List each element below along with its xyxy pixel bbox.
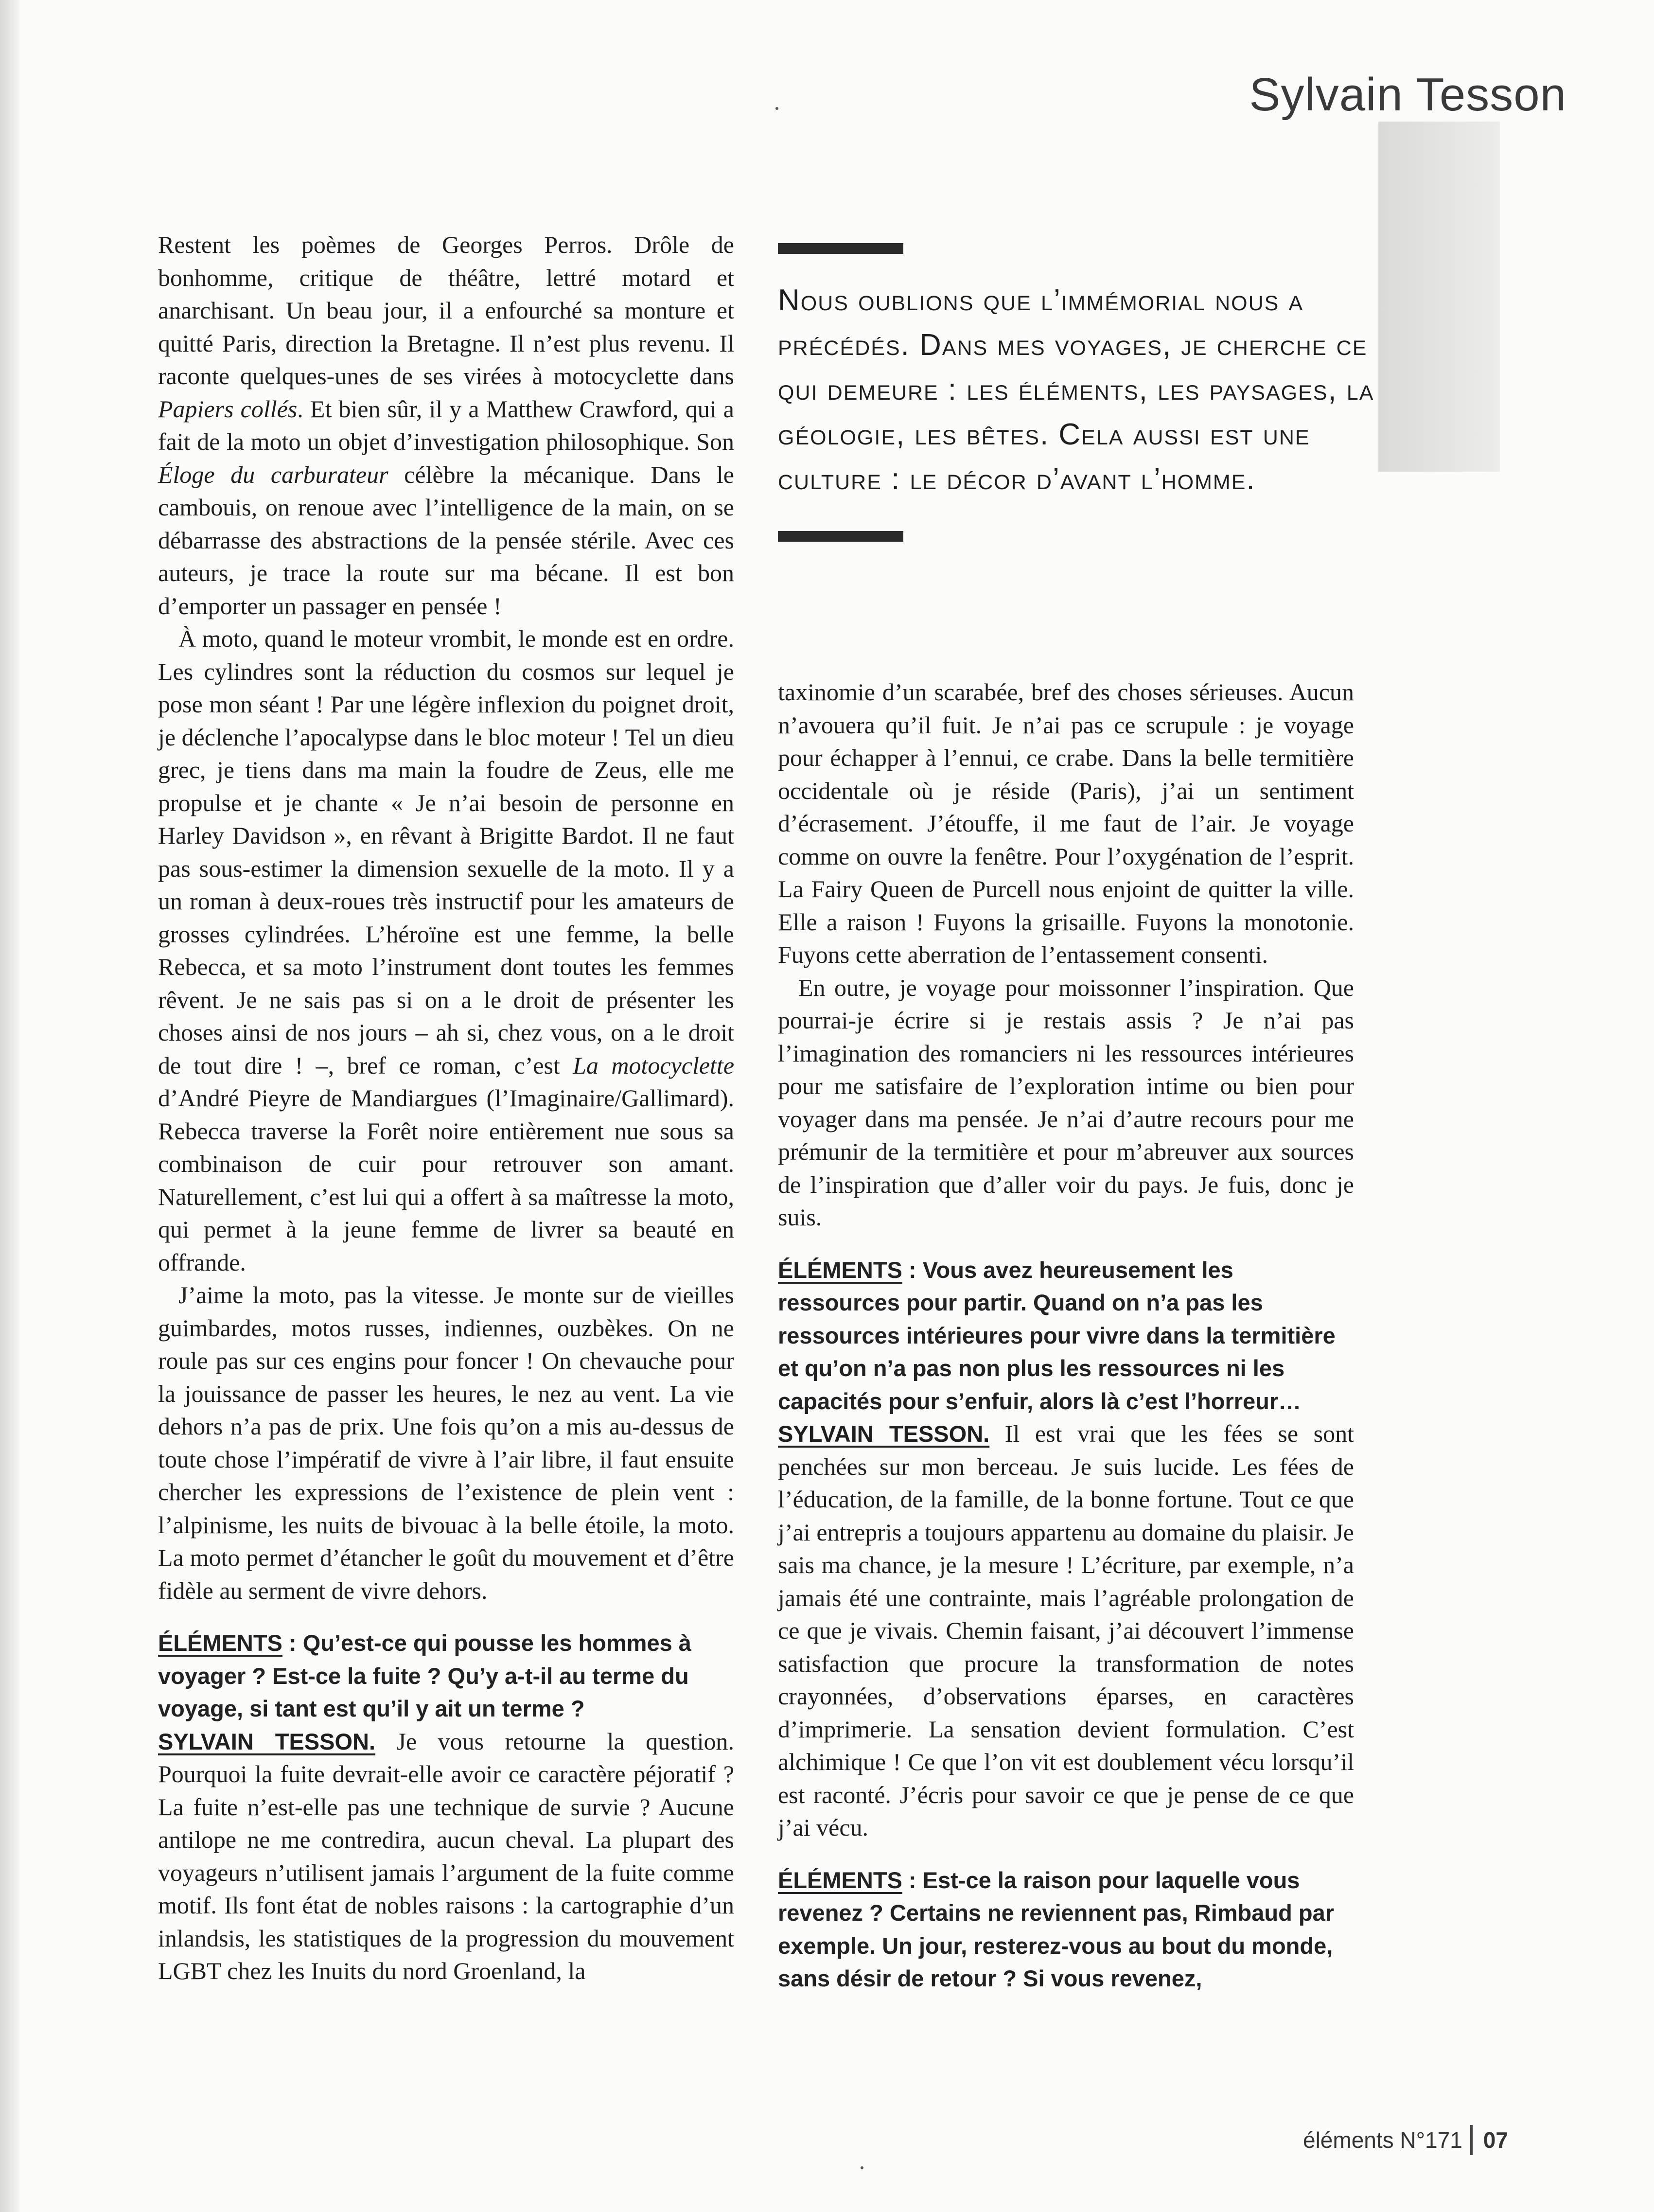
paragraph (158, 622, 734, 1279)
interview-question (778, 1864, 1354, 1995)
answer-text: Il est vrai que les fées se sont penchées sur mon berceau. Je suis lucide. Les fées de l’éducation, de la famille, de la bonne fortune. Tout ce que j’ai entrepris a toujours appartenu au domaine du plaisir. Je sais ma chance, je la mesure ! L’écriture, par exemple, n’a jamais été une contrainte, mais l’agréable prolongation de ce que je vivais. Chemin faisant, j’ai découvert l’immense satisfaction que procure la transformation de notes crayonnées, d’observations éparses, en caractères d’imprimerie. La sensation devient formulation. C’est alchimique ! Ce que l’on vit est doublement vécu lorsqu’il est raconté. J’écris pour savoir ce que je pense de ce que j’ai vécu. (778, 1420, 1355, 1841)
paragraph-text: d’André Pieyre de Mandiargues (l’Imaginaire/Gallimard). Rebecca traverse la Forêt noire entièrement nue sous sa combinaison de cuir pour retrouver son amant. Naturellement, c’est lui qui a offert à sa maîtresse la moto, qui permet à la jeune femme de livrer sa beauté en offrande. (158, 1084, 734, 1276)
article-column-left (158, 229, 734, 1988)
interviewee-label: SYLVAIN TESSON. (158, 1728, 376, 1754)
interview-question (158, 1627, 734, 1725)
paragraph-text: taxinomie d’un scarabée, bref des choses sérieuses. Aucun n’avouera qu’il fuit. Je n’ai pas ce scrupule : je voyage pour échapper à l’ennui, ce crabe. Dans la belle termitière occidentale où je réside (Paris), j’ai un sentiment d’écrasement. J’étouffe, il me faut de l’air. Je voyage comme on ouvre la fenêtre. Pour l’oxygénation de l’esprit. La Fairy Queen de Purcell nous enjoint de quitter la ville. Elle a raison ! Fuyons la grisaille. Fuyons la monotonie. Fuyons cette aberration de l’entassement consenti. (778, 678, 1354, 968)
interview-question (778, 1254, 1354, 1418)
pull-quote-rule-top (778, 243, 903, 254)
question-text: : Vous avez heureusement les ressources pour partir. Quand on n’a pas les ressources intérieures pour vivre dans la termitière et qu’on n’a pas non plus les ressources ni les capacités pour s’enfuir, alors là c’est l’horreur… (778, 1256, 1336, 1414)
paragraph-text: En outre, je voyage pour moissonner l’inspiration. Que pourrai-je écrire si je restais assis ? Je n’ai pas l’imagination des romanciers ni les ressources intérieures pour me satisfaire de l’exploration intime ou bien pour voyager dans ma pensée. Je n’ai d’autre recours pour me prémunir de la termitière et pour m’abreuver aux sources de l’inspiration que d’aller voir du pays. Je fuis, donc je suis. (778, 973, 1354, 1231)
pull-quote-block (778, 243, 1410, 542)
footer-separator (1470, 2125, 1473, 2155)
interviewer-label: ÉLÉMENTS (778, 1867, 902, 1893)
question-text: : Est-ce la raison pour laquelle vous revenez ? Certains ne reviennent pas, Rimbaud par exemple. Un jour, resterez-vous au bout du monde, sans désir de retour ? Si vous revenez, (778, 1867, 1335, 1991)
interviewer-label: ÉLÉMENTS (158, 1630, 282, 1656)
paragraph (158, 1279, 734, 1607)
scan-speck (861, 2166, 863, 2169)
interviewee-label: SYLVAIN TESSON. (778, 1421, 990, 1447)
paragraph-text: J’aime la moto, pas la vitesse. Je monte sur de vieilles guimbardes, motos russes, indiennes, ouzbèkes. On ne roule pas sur ces engins pour foncer ! On chevauche pour la jouissance de passer les heures, le nez au vent. La vie dehors n’a pas de prix. Une fois qu’on a mis au-dessus de toute chose l’impératif de vivre à l’air libre, il faut ensuite chercher les expressions de l’existence de plein vent : l’alpinisme, les nuits de bivouac à la belle étoile, la moto. La moto permet d’étancher le goût du mouvement et d’être fidèle au serment de vivre dehors. (158, 1281, 734, 1604)
scan-speck (775, 107, 778, 110)
book-title: Papiers collés (158, 395, 298, 423)
paragraph (778, 676, 1354, 972)
answer-text: Je vous retourne la question. Pourquoi la fuite devrait-elle avoir ce caractère péjoratif ? La fuite n’est-elle pas une technique de survie ? Aucune antilope ne me contredira, aucun cheval. La plupart des voyageurs n’utilisent jamais l’argument de la fuite comme motif. Ils font état de nobles raisons : la cartographie d’un inlandsis, les statistiques de la progression du mouvement LGBT chez les Inuits du nord Groenland, la (158, 1727, 735, 1984)
article-column-right (778, 676, 1354, 1995)
question-text: : Qu’est-ce qui pousse les hommes à voyager ? Est-ce la fuite ? Qu’y a-t-il au terme du voyage, si tant est qu’il y ait un terme ? (158, 1630, 691, 1721)
pull-quote-rule-bottom (778, 531, 903, 542)
book-title: La motocyclette (573, 1051, 735, 1079)
book-title: Éloge du carburateur (158, 460, 388, 488)
paragraph-text: À moto, quand le moteur vrombit, le monde est en ordre. Les cylindres sont la réduction du cosmos sur lequel je pose mon séant ! Par une légère inflexion du poignet droit, je déclenche l’apocalypse dans le bloc moteur ! Tel un dieu grec, je tiens dans ma main la foudre de Zeus, elle me propulse et je chante « Je n’ai besoin de personne en Harley Davidson », en rêvant à Brigitte Bardot. Il ne faut pas sous-estimer la dimension sexuelle de la moto. Il y a un roman à deux-roues très instructif pour les amateurs de grosses cylindrées. L’héroïne est une femme, la belle Rebecca, et sa moto l’instrument dont toutes les femmes rêvent. Je ne sais pas si on a le droit de présenter les choses ainsi de nos jours – ah si, chez vous, on a le droit de tout dire ! –, bref ce roman, c’est (158, 625, 734, 1079)
magazine-issue: éléments N°171 (1303, 2127, 1462, 2153)
page-gutter-shadow (0, 0, 19, 2212)
interview-answer (158, 1725, 734, 1988)
paragraph-text: célèbre la mécanique. Dans le cambouis, on renoue avec l’intelligence de la main, on se débarrasse des abstractions de la pensée stérile. Avec ces auteurs, je trace la route sur ma bécane. Il est bon d’emporter un passager en pensée ! (158, 460, 734, 619)
pull-quote: Nous oublions que l’immémorial nous a précédés. Dans mes voyages, je cherche ce qui demeure : les éléments, les paysages, la géologie, les bêtes. Cela aussi est une culture : le décor d’avant l’homme. (778, 283, 1374, 496)
running-header-author: Sylvain Tesson (1249, 69, 1566, 121)
page-footer (1303, 2125, 1508, 2155)
paragraph-text: . Et bien sûr, il y a Matthew Crawford, qui a fait de la moto un objet d’investigation philosophique. Son (158, 395, 734, 455)
paragraph (778, 972, 1354, 1234)
interview-answer (778, 1417, 1354, 1844)
interviewer-label: ÉLÉMENTS (778, 1256, 902, 1283)
paragraph (158, 229, 734, 622)
paragraph-text: Restent les poèmes de Georges Perros. Drôle de bonhomme, critique de théâtre, lettré motard et anarchisant. Un beau jour, il a enfourché sa monture et quitté Paris, direction la Bretagne. Il n’est plus revenu. Il raconte quelques-unes de ses virées à motocyclette dans (158, 231, 734, 389)
page-number: 07 (1483, 2127, 1508, 2153)
